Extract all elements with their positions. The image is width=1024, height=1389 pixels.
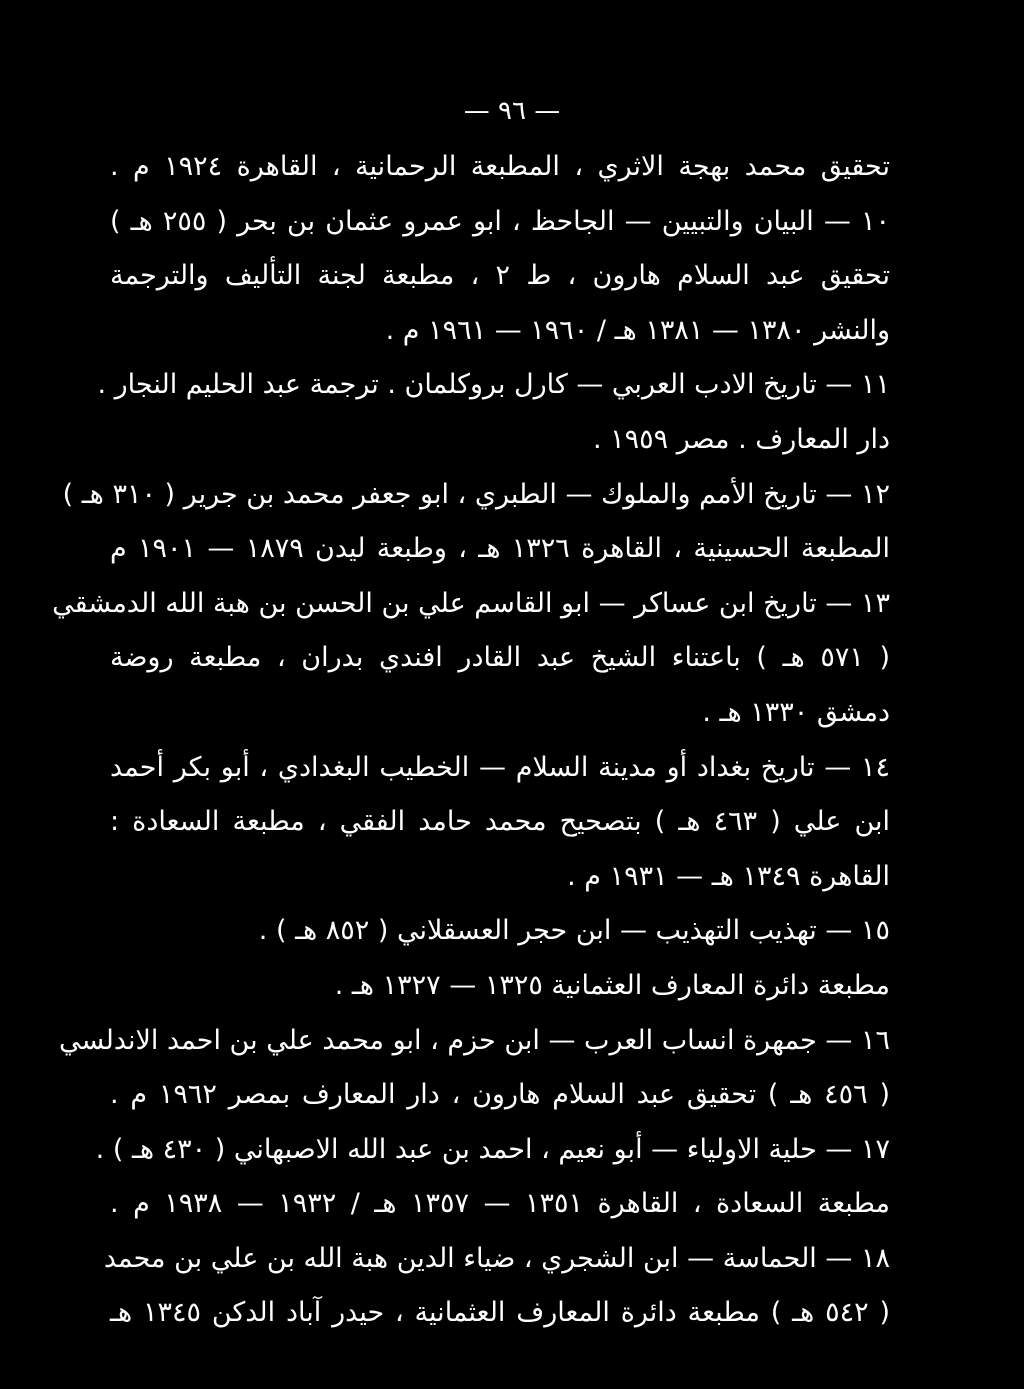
text-line: ١١ — تاريخ الادب العربي — كارل بروكلمان . ترجمة عبد الحليم النجار . [97, 369, 890, 401]
text-line: تحقيق عبد السلام هارون ، ط ٢ ، مطبعة لجنة التأليف والترجمة [110, 260, 890, 292]
text-line: ١٧ — حلية الاولياء — أبو نعيم ، احمد بن عبد الله الاصبهاني ( ٤٣٠ هـ ) . [95, 1133, 890, 1165]
text-line: ١٢ — تاريخ الأمم والملوك — الطبري ، ابو جعفر محمد بن جرير ( ٣١٠ هـ ) [62, 478, 890, 510]
bibliography-list [52, 140, 891, 1341]
text-line: ١٥ — تهذيب التهذيب — ابن حجر العسقلاني ( ٨٥٢ هـ ) . [258, 915, 890, 947]
text-line: القاهرة ١٣٤٩ هـ — ١٩٣١ م . [567, 860, 890, 892]
text-line: ( ٤٥٦ هـ ) تحقيق عبد السلام هارون ، دار المعارف بمصر ١٩٦٢ م . [110, 1079, 890, 1111]
text-line: ١٨ — الحماسة — ابن الشجري ، ضياء الدين هبة الله بن علي بن محمد [103, 1242, 890, 1274]
text-line: ١٣ — تاريخ ابن عساكر — ابو القاسم علي بن الحسن بن هبة الله الدمشقي [52, 587, 890, 619]
text-line: مطبعة دائرة المعارف العثمانية ١٣٢٥ — ١٣٢٧ هـ . [334, 969, 890, 1001]
page-number: — ٩٦ — [463, 96, 561, 126]
text-line: ( ٥٧١ هـ ) باعتناء الشيخ عبد القادر افندي بدران ، مطبعة روضة [110, 642, 890, 674]
text-line: مطبعة السعادة ، القاهرة ١٣٥١ — ١٣٥٧ هـ / ١٩٣٢ — ١٩٣٨ م . [110, 1188, 890, 1220]
text-line: ١٦ — جمهرة انساب العرب — ابن حزم ، ابو محمد علي بن احمد الاندلسي [59, 1024, 890, 1056]
text-line: المطبعة الحسينية ، القاهرة ١٣٢٦ هـ ، وطبعة ليدن ١٨٧٩ — ١٩٠١ م [110, 533, 890, 565]
text-line: تحقيق محمد بهجة الاثري ، المطبعة الرحمانية ، القاهرة ١٩٢٤ م . [110, 151, 890, 182]
text-line: ١٤ — تاريخ بغداد أو مدينة السلام — الخطيب البغدادي ، أبو بكر أحمد [110, 751, 890, 783]
text-line: ١٠ — البيان والتبيين — الجاحظ ، ابو عمرو عثمان بن بحر ( ٢٥٥ هـ ) [110, 205, 890, 237]
text-line: دار المعارف . مصر ١٩٥٩ . [592, 423, 890, 455]
text-line: دمشق ١٣٣٠ هـ . [702, 696, 890, 728]
text-line: والنشر ١٣٨٠ — ١٣٨١ هـ / ١٩٦٠ — ١٩٦١ م . [385, 314, 890, 346]
text-line: ابن علي ( ٤٦٣ هـ ) بتصحيح محمد حامد الفقي ، مطبعة السعادة : [110, 806, 891, 838]
text-line: ( ٥٤٢ هـ ) مطبعة دائرة المعارف العثمانية ، حيدر آباد الدكن ١٣٤٥ هـ [110, 1297, 890, 1329]
